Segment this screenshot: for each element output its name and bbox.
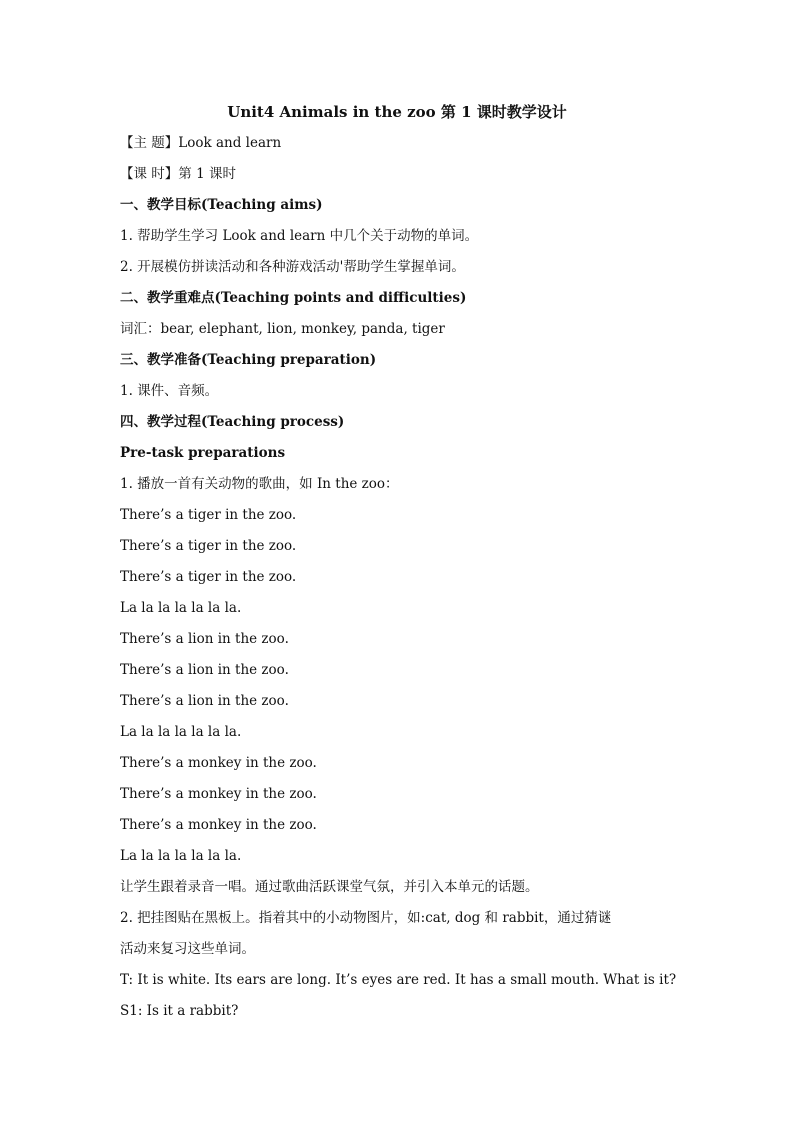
section-heading: 三、教学准备(Teaching preparation) [120,352,377,368]
text-line: There’s a tiger in the zoo. [120,569,297,585]
text-line: 2. 把挂图贴在黑板上。指着其中的小动物图片，如:cat, dog 和 rabbit，通过猜谜 [120,910,612,926]
text-line: 词汇：bear, elephant, lion, monkey, panda, tiger [120,321,445,337]
section-heading: Pre-task preparations [120,445,286,461]
text-line: There’s a tiger in the zoo. [120,507,297,523]
text-line: La la la la la la la. [120,600,242,616]
text-line: S1: Is it a rabbit? [120,1003,239,1019]
section-heading: 二、教学重难点(Teaching points and difficulties) [120,290,467,306]
text-line: 【主 题】Look and learn [120,135,282,151]
text-line: There’s a lion in the zoo. [120,693,289,709]
text-line: There’s a monkey in the zoo. [120,755,317,771]
text-line: 1. 课件、音频。 [120,383,219,399]
text-line: La la la la la la la. [120,848,242,864]
section-heading: 一、教学目标(Teaching aims) [120,197,323,213]
text-line: There’s a tiger in the zoo. [120,538,297,554]
text-line: There’s a monkey in the zoo. [120,817,317,833]
text-line: 1. 帮助学生学习 Look and learn 中几个关于动物的单词。 [120,228,479,244]
text-line: 活动来复习这些单词。 [120,941,255,957]
text-line: T: It is white. Its ears are long. It’s eyes are red. It has a small mouth. What is it? [120,972,677,988]
text-line: There’s a monkey in the zoo. [120,786,317,802]
text-line: There’s a lion in the zoo. [120,631,289,647]
section-heading: 四、教学过程(Teaching process) [120,414,345,430]
text-line: 【课 时】第 1 课时 [120,166,236,182]
text-line: 让学生跟着录音一唱。通过歌曲活跃课堂气氛，并引入本单元的话题。 [120,879,539,895]
text-line: 1. 播放一首有关动物的歌曲，如 In the zoo： [120,476,399,492]
text-line: There’s a lion in the zoo. [120,662,289,678]
document-title: Unit4 Animals in the zoo 第 1 课时教学设计 [227,103,567,121]
text-line: 2. 开展模仿拼读活动和各种游戏活动'帮助学生掌握单词。 [120,259,465,275]
text-line: La la la la la la la. [120,724,242,740]
document-body [120,132,700,1031]
